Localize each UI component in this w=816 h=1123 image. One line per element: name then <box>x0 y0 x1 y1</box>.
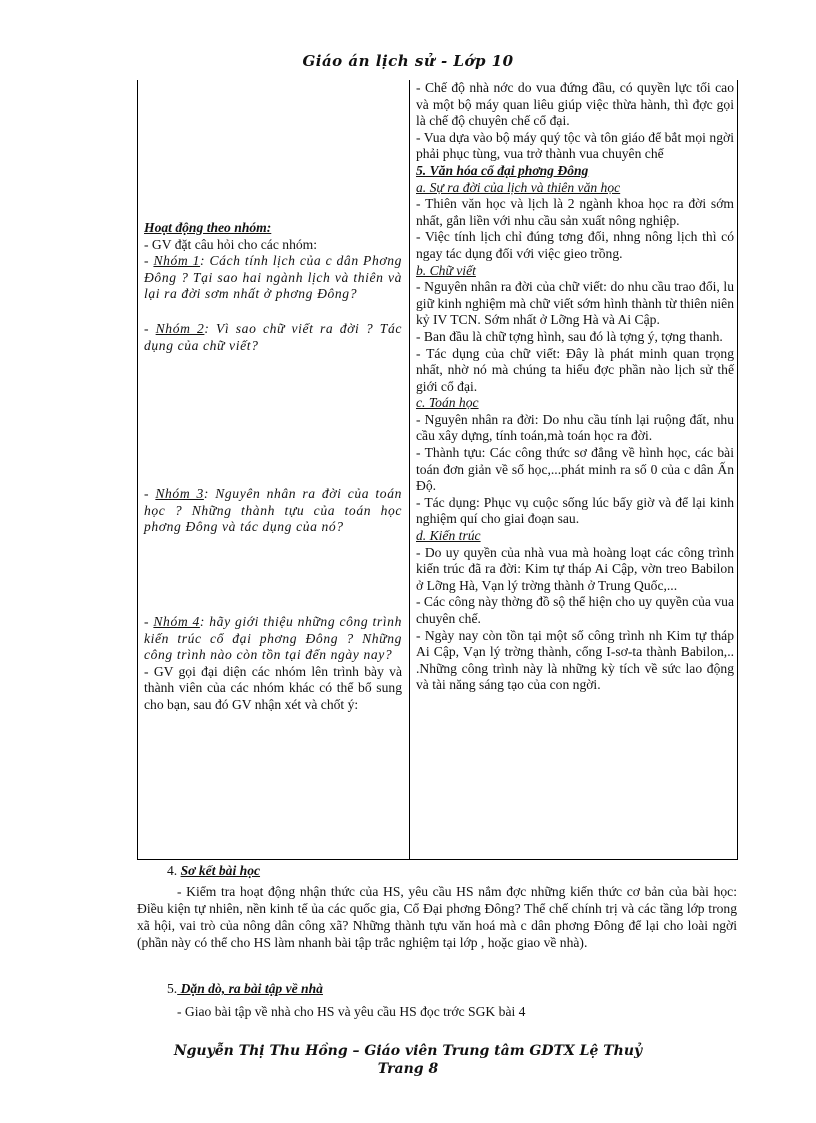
section-5-body: - Giao bài tập về nhà cho HS và yêu cầu HS đọc trớc SGK bài 4 <box>177 1004 526 1019</box>
question-intro: - GV đặt câu hỏi cho các nhóm: <box>144 236 318 252</box>
subheading-math: c. Toán học <box>416 395 479 411</box>
teacher-instruction: - GV gọi đại diện các nhóm lên trình bày và thành viên của các nhóm khác có thể bổ sung cho bạn, sau đó GV nhận xét và chốt ý: <box>144 663 402 712</box>
activity-heading: Hoạt động theo nhóm: <box>144 220 272 235</box>
subheading-architecture: d. Kiến trúc <box>416 528 481 544</box>
group-2-question: - Nhóm 2: Vì sao chữ viết ra đời ? Tác dụng của chữ viết? <box>144 320 402 353</box>
paragraph-math-achievements: - Thành tựu: Các công thức sơ đẳng về hình học, các bài toán đơn giản về số học,...phát minh ra số 0 của c dân Ấn Độ. <box>416 445 734 494</box>
paragraph-architecture-works: - Do uy quyền của nhà vua mà hoàng loạt các công trình kiến trúc đã ra đời: Kim tự tháp Ai Cập, vờn treo Babilon ở Lỡng Hà, Vạn lý trờng thành ở Trung Quốc,... <box>416 544 734 593</box>
paragraph-autocracy: - Chế độ nhà nớc do vua đứng đầu, có quyền lực tối cao và một bộ máy quan liêu giúp việc thừa hành, thì đợc gọi là chế độ chuyên chế cổ đại. <box>416 80 734 129</box>
paragraph-calendar: - Việc tính lịch chỉ đúng tơng đối, nhng nông lịch thì có ngay tác dụng đối với việc gieo trồng. <box>416 229 734 261</box>
paragraph-writing-types: - Ban đầu là chữ tợng hình, sau đó là tợng ý, tợng thanh. <box>416 328 723 344</box>
group-4-question: - Nhóm 4: hãy giới thiệu những công trình kiến trúc cổ đại phơng Đông ? Những công trình nào còn tồn tại đến ngày nay? <box>144 613 402 663</box>
section-4 <box>137 862 737 951</box>
column-divider <box>409 80 410 859</box>
paragraph-astronomy: - Thiên văn học và lịch là 2 ngành khoa học ra đời sớm nhất, gắn liền với nhu cầu sản xuất nông nghiệp. <box>416 196 734 228</box>
paragraph-writing-origin: - Nguyên nhân ra đời của chữ viết: do nhu cầu trao đổi, lu giữ kinh nghiệm mà chữ viết sớm hình thành từ thiên niên kỷ IV TCN. Sớm nhất ở Lỡng Hà và Ai Cập. <box>416 279 734 328</box>
paragraph-math-origin: - Nguyên nhân ra đời: Do nhu cầu tính lại ruộng đất, nhu cầu xây dựng, tính toán,mà toán học ra đời. <box>416 411 734 444</box>
paragraph-king-power: - Vua dựa vào bộ máy quý tộc và tôn giáo để bắt mọi ngời phải phục tùng, vua trở thành vua chuyên chế <box>416 129 734 162</box>
group-3-question: - Nhóm 3: Nguyên nhân ra đời của toán học ? Những thành tựu của toán học phơng Đông và tác dụng của nó? <box>144 486 402 535</box>
paragraph-architecture-today: - Ngày nay còn tồn tại một số công trình nh Kim tự tháp Ai Cập, Vạn lý trờng thành, cổng I-sơ-ta thành Babilon,.. .Những công trình này là những kỳ tích về sức lao động và tài năng sáng tạo của con ngời. <box>416 627 734 693</box>
section-5-heading-bottom: 5. Dặn dò, ra bài tập về nhà <box>167 981 323 996</box>
lesson-table <box>137 80 738 860</box>
footer-page-number: Trang 8 <box>377 1061 439 1077</box>
section-5 <box>137 980 737 1020</box>
paragraph-math-effect: - Tác dụng: Phục vụ cuộc sống lúc bấy giờ và để lại kinh nghiệm quí cho giai đoạn sau. <box>416 494 734 527</box>
content-column <box>416 80 734 694</box>
section-4-heading: 4. Sơ kết bài học <box>167 863 261 878</box>
activity-column <box>144 80 402 714</box>
footer-author: Nguyễn Thị Thu Hồng – Giáo viên Trung tâm GDTX Lệ Thuỷ <box>173 1043 643 1059</box>
section-4-body: - Kiểm tra hoạt động nhận thức của HS, yêu cầu HS nắm đợc những kiến thức cơ bản của bài học: Điều kiện tự nhiên, nền kinh tế ủa các quốc gia, Cổ Đại phơng Đông? Thể chế chính trị và các tầng lớp trong xã hội, vai trò của nông dân công xã? Những thành tựu văn hoá mà c dân phơng Đông để lại cho loài ngời (phần này có thể cho HS làm nhanh bài tập trắc nghiệm tại lớp , hoặc giao về nhà). <box>137 884 737 950</box>
group-1-question: - Nhóm 1: Cách tính lịch của c dân Phơng Đông ? Tại sao hai ngành lịch và thiên và lại ra đời sơm nhất ở phơng Đông? <box>144 253 402 302</box>
page-header-title: Giáo án lịch sử - Lớp 10 <box>302 52 514 70</box>
subheading-writing: b. Chữ viết <box>416 262 476 278</box>
paragraph-architecture-scale: - Các công này thờng đồ sộ thể hiện cho uy quyền của vua chuyên chế. <box>416 594 734 626</box>
section-5-heading: 5. Văn hóa cổ đại phơng Đông <box>416 162 589 178</box>
paragraph-writing-effect: - Tác dụng của chữ viết: Đây là phát minh quan trọng nhất, nhờ nó mà chúng ta hiểu đợc phần nào lịch sử thế giới cổ đại. <box>416 345 734 394</box>
subheading-calendar: a. Sự ra đời của lịch và thiên văn học <box>416 179 621 195</box>
page-footer <box>0 1042 816 1078</box>
